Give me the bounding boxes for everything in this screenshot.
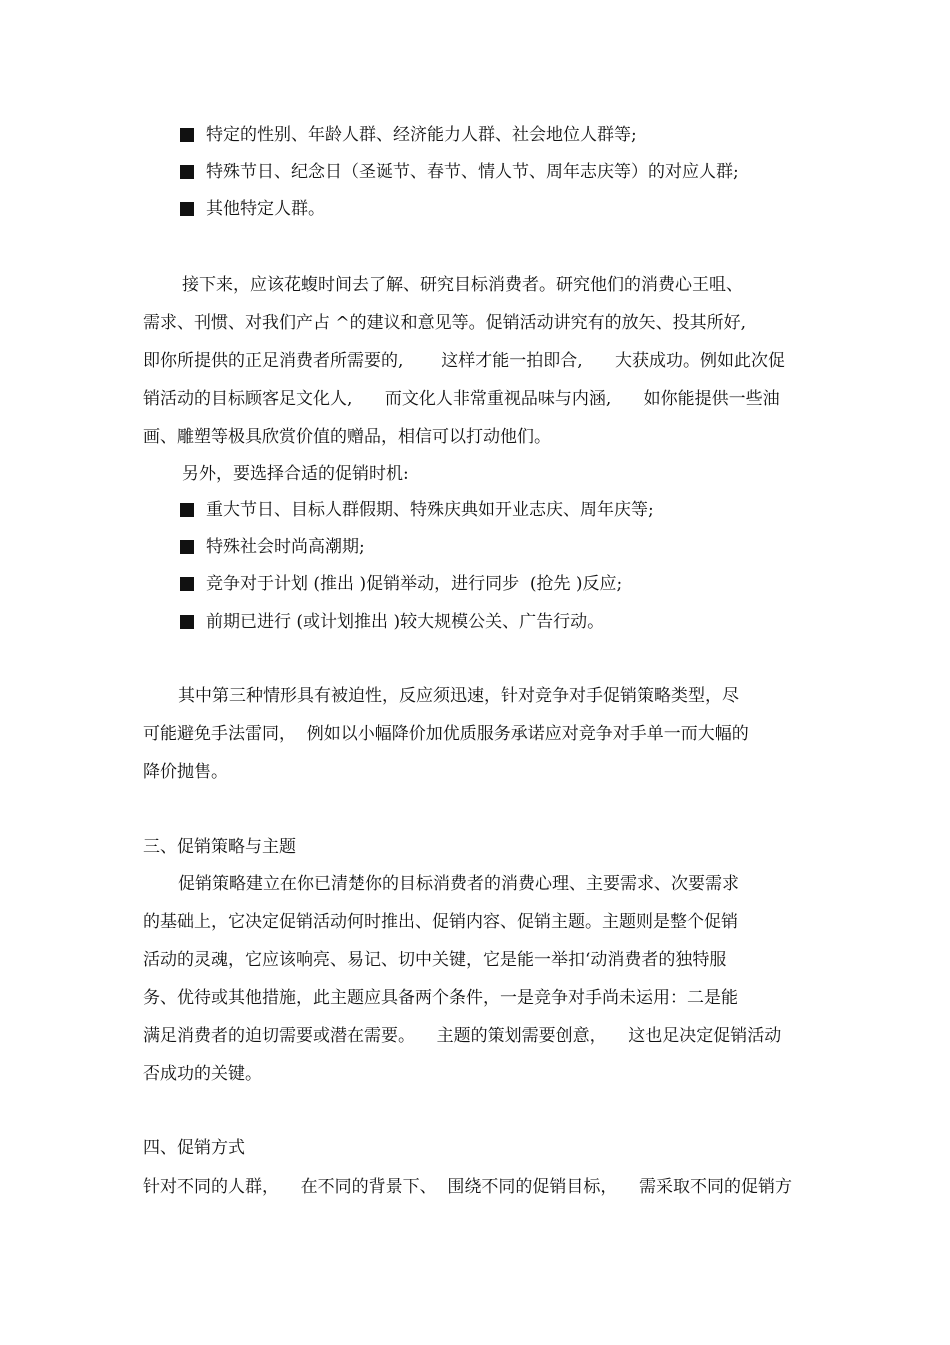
list-item: 重大节日、目标人群假期、特殊庆典如开业志庆、周年庆等; <box>206 500 654 520</box>
list-item: 特定的性别、年龄人群、经济能力人群、社会地位人群等; <box>206 125 637 145</box>
paragraph-line: 降价抛售。 <box>143 762 228 782</box>
paragraph-line: 活动的灵魂，它应该响亮、易记、切中关键，它是能一举扣‘动消费者的独特服 <box>143 950 727 970</box>
paragraph-line: 画、雕塑等极具欣赏价值的赠品，相信可以打动他们。 <box>143 427 551 447</box>
list-item: 特殊节日、纪念日（圣诞节、春节、情人节、周年志庆等）的对应人群; <box>206 162 739 182</box>
bullet-square-icon <box>180 577 194 591</box>
bullet-square-icon <box>180 202 194 216</box>
paragraph-line: 另外，要选择合适的促销时机: <box>182 464 409 484</box>
paragraph-line: 促销策略建立在你已清楚你的目标消费者的消费心理、主要需求、次要需求 <box>178 874 739 894</box>
paragraph-line: 务、优待或其他措施，此主题应具备两个条件，一是竞争对手尚未运用：二是能 <box>143 988 738 1008</box>
bullet-square-icon <box>180 128 194 142</box>
bullet-square-icon <box>180 503 194 517</box>
list-item: 前期已进行 (或计划推出 )较大规模公关、广告行动。 <box>206 612 605 632</box>
bullet-square-icon <box>180 165 194 179</box>
paragraph-line: 可能避免手法雷同， 例如以小幅降价加优质服务承诺应对竞争对手单一而大幅的 <box>143 724 749 744</box>
list-item: 特殊社会时尚高潮期; <box>206 537 365 557</box>
paragraph-line: 满足消费者的迫切需要或潜在需要。 主题的策划需要创意， 这也足决定促销活动 <box>143 1026 782 1046</box>
paragraph-line: 针对不同的人群， 在不同的背景下、 围绕不同的促销目标， 需采取不同的促销方 <box>143 1177 793 1197</box>
bullet-square-icon <box>180 540 194 554</box>
bullet-square-icon <box>180 615 194 629</box>
paragraph-line: 否成功的关键。 <box>143 1064 262 1084</box>
paragraph-line: 需求、刊惯、对我们产占 ^的建议和意见等。促销活动讲究有的放矢、投其所好, <box>143 313 747 333</box>
section-heading: 四、促销方式 <box>143 1138 245 1158</box>
section-heading: 三、促销策略与主题 <box>143 837 296 857</box>
paragraph-line: 即你所提供的正足消费者所需要的, 这样才能一拍即合, 大获成功。例如此次促 <box>143 351 786 371</box>
list-item: 其他特定人群。 <box>206 199 325 219</box>
paragraph-line: 接下来，应该花蝮时间去了解、研究目标消费者。研究他们的消费心王咀、 <box>182 275 743 295</box>
paragraph-line: 的基础上，它决定促销活动何时推出、促销内容、促销主题。主题则是整个促销 <box>143 912 738 932</box>
paragraph-line: 其中第三种情形具有被迫性，反应须迅速，针对竞争对手促销策略类型，尽 <box>178 686 739 706</box>
paragraph-line: 销活动的目标顾客足文化人, 而文化人非常重视品味与内涵, 如你能提供一些油 <box>143 389 780 409</box>
list-item: 竞争对于计划 (推出 )促销举动，进行同步 (抢先 )反应; <box>206 574 623 594</box>
